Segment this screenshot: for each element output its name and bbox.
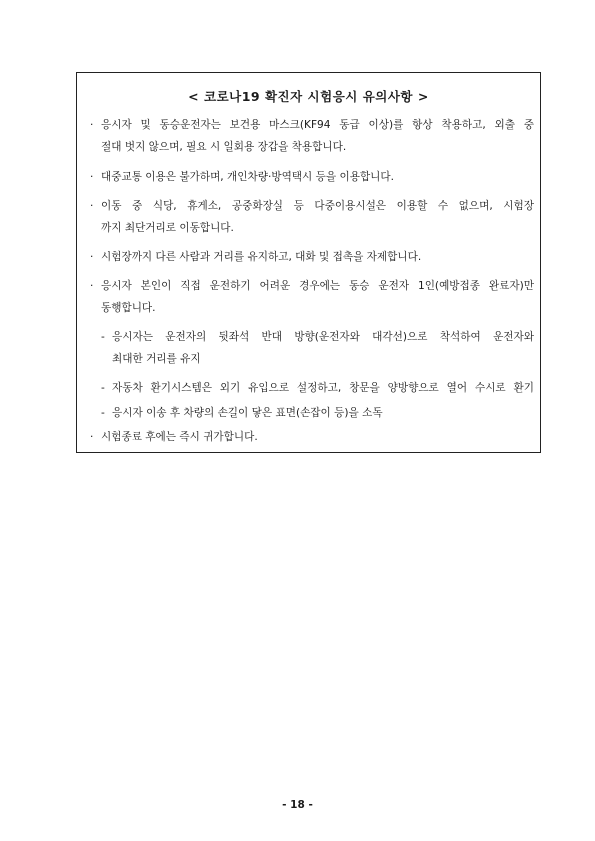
bullet-marker: · <box>90 119 94 131</box>
bullet-marker: · <box>90 280 94 292</box>
bullet-marker: · <box>90 171 94 183</box>
page-number: - 18 - <box>282 799 313 811</box>
subitem-line: 최대한 거리를 유지 <box>112 353 201 365</box>
bullet-marker: · <box>90 431 94 443</box>
item-line: 까지 최단거리로 이동합니다. <box>101 222 234 234</box>
dash-marker: - <box>101 331 105 343</box>
subitem-line: 응시자 이송 후 차량의 손길이 닿은 표면(손잡이 등)을 소독 <box>112 407 383 419</box>
item-line: 절대 벗지 않으며, 필요 시 일회용 장갑을 착용합니다. <box>101 141 347 153</box>
item-line: 시험장까지 다른 사람과 거리를 유지하고, 대화 및 접촉을 자제합니다. <box>101 251 422 263</box>
bullet-marker: · <box>90 200 94 212</box>
notice-box <box>76 72 541 453</box>
item-line: 동행합니다. <box>101 302 156 314</box>
item-line: 시험종료 후에는 즉시 귀가합니다. <box>101 431 258 443</box>
subitem-line: 자동차 환기시스템은 외기 유입으로 설정하고, 창문을 양방향으로 열어 수시로 환기 <box>112 382 534 394</box>
bullet-marker: · <box>90 251 94 263</box>
subitem-line: 응시자는 운전자의 뒷좌석 반대 방향(운전자와 대각선)으로 착석하여 운전자와 <box>112 331 534 343</box>
item-line: 응시자 본인이 직접 운전하기 어려운 경우에는 동승 운전자 1인(예방접종 완료자)만 <box>101 280 534 292</box>
item-line: 응시자 및 동승운전자는 보건용 마스크(KF94 동급 이상)를 항상 착용하고, 외출 중 <box>101 119 534 131</box>
notice-title: < 코로나19 확진자 시험응시 유의사항 > <box>188 89 429 104</box>
item-line: 이동 중 식당, 휴게소, 공중화장실 등 다중이용시설은 이용할 수 없으며, 시험장 <box>101 200 534 212</box>
item-line: 대중교통 이용은 불가하며, 개인차량·방역택시 등을 이용합니다. <box>101 171 395 183</box>
dash-marker: - <box>101 382 105 394</box>
dash-marker: - <box>101 407 105 419</box>
